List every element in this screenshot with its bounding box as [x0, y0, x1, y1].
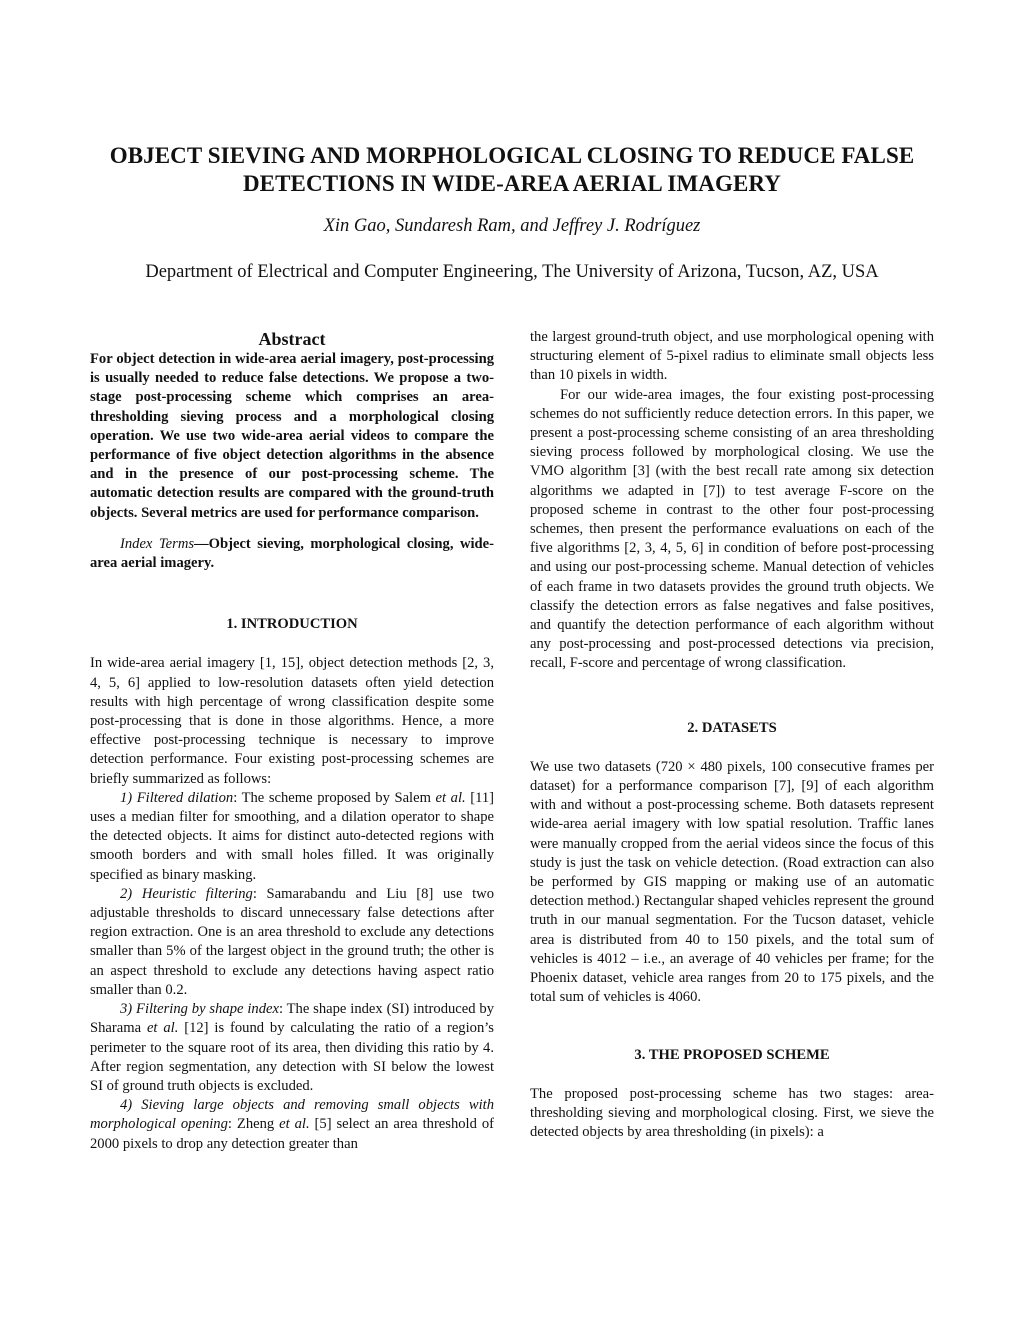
abstract-heading: Abstract [258, 329, 326, 349]
abstract-text: For object detection in wide-area aerial imagery, post-processing is usually needed to reduce false detections. We propose a two-stage post-processing scheme which comprises an area-thresholding sieving process and a morphological closing operation. We use two wide-area aerial videos to compare the performance of five object detection algorithms in the absence and in the presence of our post-processing scheme. The automatic detection results are compared with the ground-truth objects. Several metrics are used for performance comparison. [90, 351, 494, 521]
authors: Xin Gao, Sundaresh Ram, and Jeffrey J. Rodríguez [323, 216, 701, 236]
intro-item-3 [90, 1000, 494, 1096]
intro-item-2 [90, 885, 494, 1000]
item-3-text-a: : The shape index (SI) introduced by Sharama [90, 1001, 495, 1037]
item-1-etal: et al. [435, 789, 466, 806]
datasets-paragraph: We use two datasets (720 × 480 pixels, 100 consecutive frames per dataset) for a performance comparison [7], [9] of each algorithm with and without a post-processing scheme. Both datasets represent wide-area aerial imagery with low spatial resolution. Traffic lanes were manually cropped from the aerial videos since the focus of this study is just the task on vehicle detection. (Road extraction can also be performed by GIS mapping or making use of an automatic detection method.) Rectangular shaped vehicles represent the ground truth in our manual segmentation. For the Tucson dataset, vehicle area is distributed from 40 to 150 pixels, and the total sum of vehicles is 4012 – i.e., an average of 40 vehicles per frame; for the Phoenix dataset, vehicle area ranges from 20 to 175 pixels, and the total sum of vehicles is 4060. [530, 758, 934, 1006]
item-2-text: : Samarabandu and Liu [8] use two adjustable thresholds to discard unnecessary false detections after region extraction. One is an area threshold to exclude any detections smaller than 5% of the largest object in the ground truth; the other is an aspect threshold to exclude any detections having aspect ratio smaller than 0.2. [90, 885, 494, 998]
item-1-text-a: : The scheme proposed by Salem [233, 789, 436, 806]
item-3-text-b: [12] is found by calculating the ratio of a region’s perimeter to the square root of its area, then dividing this ratio by 4. After region segmentation, any detection with SI below the lowest SI of ground truth objects is excluded. [90, 1020, 494, 1094]
item-2-label: 2) Heuristic filtering [120, 885, 253, 902]
item-4-text-b: [5] select an area threshold of 2000 pixels to drop any detection greater than [90, 1116, 495, 1152]
item-1-text-b: [11] uses a median filter for smoothing, and a dilation operator to shape the detected objects. It aims for distinct auto-detected regions with smooth borders and with small holes filled. It was originally specified as binary masking. [90, 789, 495, 883]
paper-title: OBJECT SIEVING AND MORPHOLOGICAL CLOSING TO REDUCE FALSE DETECTIONS IN WIDE-AREA AERIAL IMAGERY [109, 143, 915, 196]
item-4-text-a: : Zheng [227, 1116, 280, 1133]
scheme-paragraph: The proposed post-processing scheme has two stages: area-thresholding sieving and morphological closing. First, we sieve the detected objects by area thresholding (in pixels): a [530, 1085, 934, 1141]
item-3-etal: et al. [146, 1020, 179, 1037]
index-terms [90, 535, 494, 573]
intro-item-1 [90, 789, 494, 885]
index-terms-label: Index Terms [120, 535, 195, 552]
right-column [530, 328, 934, 1142]
index-terms-text: —Object sieving, morphological closing, wide-area aerial imagery. [90, 535, 494, 572]
item-4-label: 4) Sieving large objects and removing small objects with morphological opening [90, 1097, 494, 1133]
intro-item-4 [90, 1096, 494, 1154]
section-scheme-heading: 3. THE PROPOSED SCHEME [634, 1046, 830, 1063]
left-column [90, 328, 494, 1154]
affiliation: Department of Electrical and Computer Engineering, The University of Arizona, Tucson, AZ, USA [145, 262, 879, 282]
intro-paragraph: In wide-area aerial imagery [1, 15], object detection methods [2, 3, 4, 5, 6] applied to low-resolution datasets often yield detection results with high percentage of wrong classification despite some post-processing that is done in those algorithms. Hence, a more effective post-processing technique is necessary to improve detection performance. Four existing post-processing schemes are briefly summarized as follows: [90, 655, 494, 787]
item-3-label: 3) Filtering by shape index [120, 1001, 279, 1018]
section-datasets-heading: 2. DATASETS [687, 719, 777, 736]
item-1-label: 1) Filtered dilation [120, 789, 234, 806]
item-4-etal: et al. [279, 1116, 310, 1133]
intro-paragraph-2: For our wide-area images, the four existing post-processing schemes do not sufficiently reduce detection errors. In this paper, we present a post-processing scheme consisting of an area thresholding sieving process followed by morphological closing. We use the VMO algorithm [3] (with the best recall rate among six detection algorithms we adapted in [7]) to test average F-score on the proposed scheme in contrast to the other four post-processing schemes, then present the performance evaluations on each of the five algorithms [2, 3, 4, 5, 6] in condition of before post-processing and using our post-processing scheme. Manual detection of vehicles of each frame in two datasets provides the ground truth objects. We classify the detection errors as false negatives and false positives, and quantify the detection performance of each algorithm without any post-processing and post-processed detections via precision, recall, F-score and percentage of wrong classification. [530, 386, 934, 672]
intro-continuation: the largest ground-truth object, and use morphological opening with structuring element of 5-pixel radius to eliminate small objects less than 10 pixels in width. [530, 329, 934, 384]
section-introduction-heading: 1. INTRODUCTION [226, 616, 358, 633]
